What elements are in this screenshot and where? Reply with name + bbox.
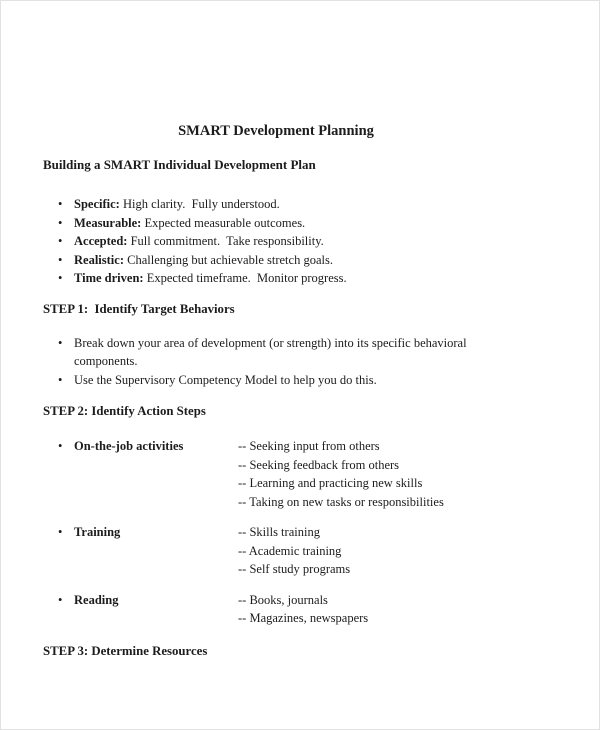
list-item-text: Use the Supervisory Competency Model to help you do this. xyxy=(74,372,377,387)
action-row-items xyxy=(238,437,444,511)
bullet-icon: • xyxy=(58,592,63,607)
term-desc: Full commitment. Take responsibility. xyxy=(127,234,324,248)
bullet-icon: • xyxy=(58,525,63,539)
term-desc: Expected timeframe. Monitor progress. xyxy=(143,271,347,285)
action-row-label: On-the-job activities xyxy=(74,439,184,453)
action-item: -- Academic training xyxy=(238,543,342,558)
smart-criteria-list xyxy=(43,195,509,288)
list-item-text xyxy=(74,251,333,270)
bullet-icon: • xyxy=(58,271,63,285)
list-item xyxy=(43,371,509,390)
list-item xyxy=(43,195,509,214)
action-item: -- Learning and practicing new skills xyxy=(238,476,423,490)
step3-heading: STEP 3: Determine Resources xyxy=(43,643,208,658)
action-item: -- Self study programs xyxy=(238,562,351,576)
bullet-icon: • xyxy=(58,439,63,453)
list-item xyxy=(43,232,509,251)
list-item-text: Break down your area of development (or strength) into its specific behavioral components. xyxy=(74,335,470,368)
term-desc: Expected measurable outcomes. xyxy=(141,215,306,230)
list-item xyxy=(43,269,509,288)
list-item xyxy=(43,214,509,233)
list-item xyxy=(43,251,509,270)
bullet-icon: • xyxy=(58,234,63,248)
list-item xyxy=(43,334,509,371)
action-row-items xyxy=(238,591,368,628)
action-row-items xyxy=(238,523,350,579)
list-item-text xyxy=(74,214,305,233)
action-item: -- Magazines, newspapers xyxy=(238,611,369,625)
bullet-icon: • xyxy=(58,335,63,350)
action-item: -- Skills training xyxy=(238,525,320,539)
step1-heading: STEP 1: Identify Target Behaviors xyxy=(43,301,235,316)
action-row-on-the-job xyxy=(43,437,509,511)
action-item: -- Books, journals xyxy=(238,592,328,607)
action-item: -- Seeking feedback from others xyxy=(238,457,400,472)
list-item-text xyxy=(74,195,280,214)
term-desc: High clarity. Fully understood. xyxy=(119,197,280,211)
document-content xyxy=(43,1,509,660)
action-row-reading xyxy=(43,591,509,628)
action-item: -- Seeking input from others xyxy=(238,439,380,453)
page-title: SMART Development Planning xyxy=(178,123,374,139)
section-subtitle: Building a SMART Individual Development Plan xyxy=(43,157,316,172)
step2-heading: STEP 2: Identify Action Steps xyxy=(43,404,206,418)
action-item: -- Taking on new tasks or responsibilities xyxy=(238,494,444,509)
term-desc: Challenging but achievable stretch goals. xyxy=(123,252,333,267)
term-label: Realistic: xyxy=(74,252,124,267)
term-label: Time driven: xyxy=(74,271,144,285)
term-label: Measurable: xyxy=(74,215,142,230)
bullet-icon: • xyxy=(58,215,63,230)
list-item-text xyxy=(74,269,347,288)
bullet-icon: • xyxy=(58,252,63,267)
list-item-text xyxy=(74,232,324,251)
step1-list xyxy=(43,334,509,390)
term-label: Accepted: xyxy=(74,234,128,248)
action-row-label: Reading xyxy=(74,592,119,607)
term-label: Specific: xyxy=(74,197,120,211)
action-row-label: Training xyxy=(74,525,121,539)
bullet-icon: • xyxy=(58,372,63,387)
action-row-training xyxy=(43,523,509,579)
bullet-icon: • xyxy=(58,197,63,211)
